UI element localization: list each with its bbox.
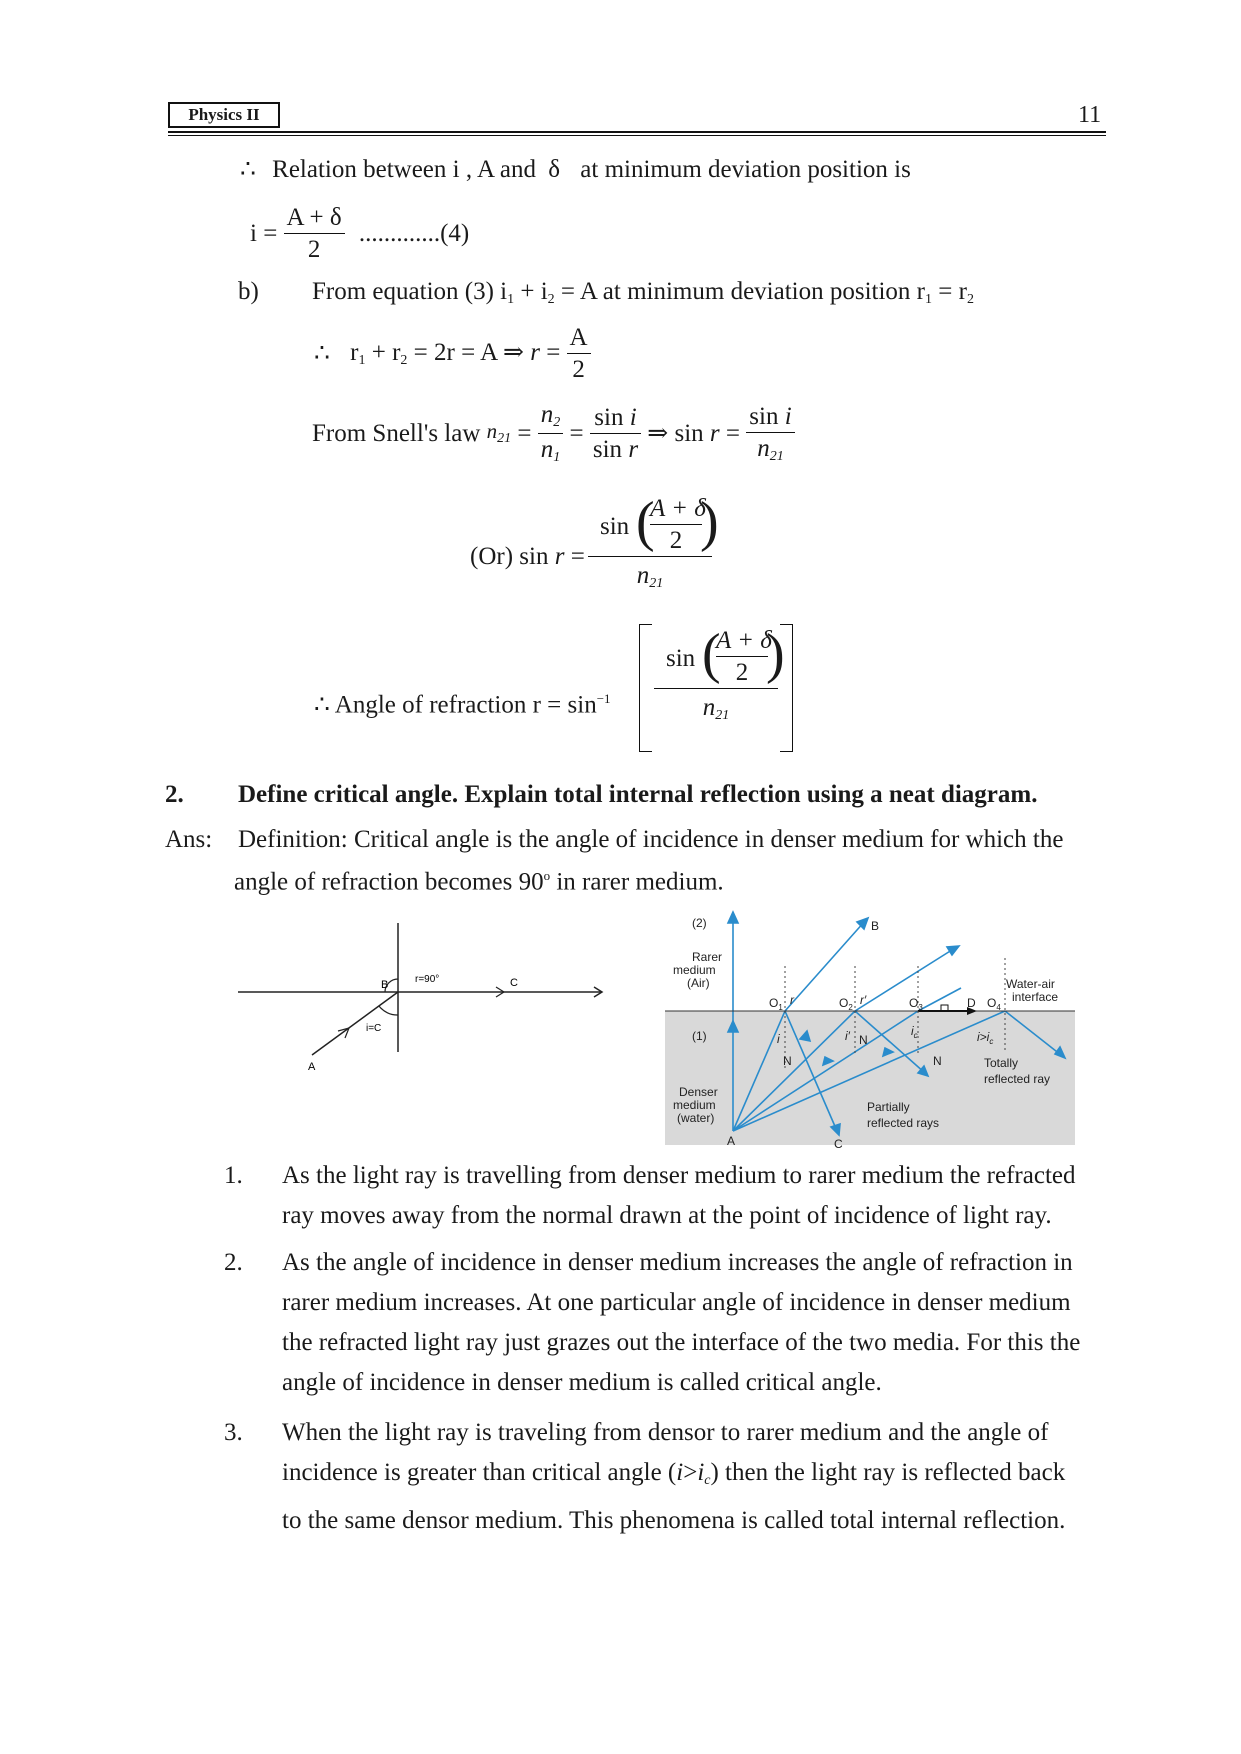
label-medium-1: (1) xyxy=(692,1029,707,1043)
point-2: As the angle of incidence in denser medium increases the angle of refraction in rarer medium increases. At one particular angle of incidence in denser medium the refracted light ray just grazes out the interface of the two media. For this the angle of incidence in denser medium is called critical angle. xyxy=(282,1249,1081,1396)
label-denser: Denser xyxy=(679,1085,718,1099)
label-reflected-ray: reflected ray xyxy=(984,1072,1051,1086)
total-internal-reflection-diagram xyxy=(665,908,1077,1148)
header-book-title: Physics II xyxy=(168,102,280,128)
label-o3: $O_3$ xyxy=(909,996,923,1012)
relation-line: ∴ Relation between i , A and δ at minimum deviation position is xyxy=(240,156,911,183)
label-ic: $i_c$ xyxy=(911,1024,918,1040)
point-number: 1. xyxy=(224,1162,243,1189)
part-b-text: From equation (3) $i_1 + i_2 = A$ at minimum deviation position $r_1 = r_2$ xyxy=(312,278,974,307)
label-rarer: Rarer xyxy=(692,950,723,964)
label-i-prime: i′ xyxy=(845,1029,850,1043)
label-medium-denser: medium xyxy=(673,1098,716,1112)
snell-law-equation: From Snell's law $n_{21}$ = $\frac{n_2}{n_1}$ = $\frac{\text{sin i}}{\text{sin r}}$ ⇒ sin r = $\frac{\text{sin i}}{n_{21}}$ xyxy=(312,402,795,465)
label-d: D xyxy=(967,996,976,1010)
label-medium: medium xyxy=(673,963,716,977)
label-r-90: r=90° xyxy=(415,974,440,985)
label-n: N xyxy=(783,1054,792,1068)
label-i-c: i=C xyxy=(366,1023,382,1034)
page-number: 11 xyxy=(1078,102,1102,128)
label-water-air: Water-air xyxy=(1006,977,1055,991)
label-reflected-rays: reflected rays xyxy=(867,1116,940,1130)
point-number: 2. xyxy=(224,1249,243,1276)
label-r-prime: r′ xyxy=(860,993,867,1007)
label-o4: $O_4$ xyxy=(987,996,1001,1012)
refracted-ray-o2 xyxy=(855,948,955,1011)
header-rule xyxy=(168,131,1106,133)
angle-arc-i xyxy=(379,1006,398,1015)
arrow-head-icon xyxy=(728,912,738,923)
point-1: As the light ray is travelling from denser medium to rarer medium the refracted ray moves away from the normal drawn at the point of incidence of light ray. xyxy=(282,1162,1076,1229)
label-c: C xyxy=(510,977,518,989)
label-medium-2: (2) xyxy=(692,916,707,930)
label-air: (Air) xyxy=(687,976,710,990)
label-partially: Partially xyxy=(867,1100,910,1114)
label-a: A xyxy=(727,1134,736,1148)
definition-line-1: Definition: Critical angle is the angle of incidence in denser medium for which the xyxy=(238,826,1064,853)
refracted-ray-b xyxy=(785,921,865,1011)
point-number: 3. xyxy=(224,1419,243,1446)
label-c: C xyxy=(834,1137,843,1148)
label-b: B xyxy=(871,919,880,933)
label-water: (water) xyxy=(677,1111,715,1125)
label-n: N xyxy=(859,1033,868,1047)
arrow-head-icon xyxy=(947,946,959,955)
equation-4: i = $\frac{A + \delta}{2}$ .............(4) xyxy=(250,204,470,263)
r-sum-equation: ∴ $r_1 + r_2 = 2r = A$ ⇒ r = $\frac{A}{2}$ xyxy=(314,325,591,382)
label-n: N xyxy=(933,1054,942,1068)
label-interface: interface xyxy=(1012,990,1059,1004)
critical-angle-diagram xyxy=(230,915,610,1075)
label-totally: Totally xyxy=(984,1056,1019,1070)
question-number: 2. xyxy=(165,781,184,808)
refracted-ray-o3 xyxy=(918,988,961,1011)
header-rule-thin xyxy=(168,135,1106,136)
part-b-label: b) xyxy=(238,278,259,305)
point-3: When the light ray is traveling from densor to rarer medium and the angle of incidence is greater than critical angle $(i>i_c)$ then the light ray is reflected back to the same densor medium. This phenomena is called total internal reflection. xyxy=(282,1419,1066,1534)
label-o2: $O_2$ xyxy=(839,996,853,1012)
question-text: Define critical angle. Explain total internal reflection using a neat diagram. xyxy=(238,781,1038,808)
incident-ray xyxy=(312,992,398,1055)
label-r: r xyxy=(790,993,794,1007)
label-condition: $i>i_c$ xyxy=(977,1030,994,1046)
answer-label: Ans: xyxy=(165,826,213,853)
label-a: A xyxy=(308,1061,316,1073)
label-b: B xyxy=(381,979,389,991)
definition-line-2: angle of refraction becomes 90$^o$ in rarer medium. xyxy=(234,868,724,896)
label-o1: $O_1$ xyxy=(769,996,783,1012)
label-i: i xyxy=(777,1032,780,1046)
